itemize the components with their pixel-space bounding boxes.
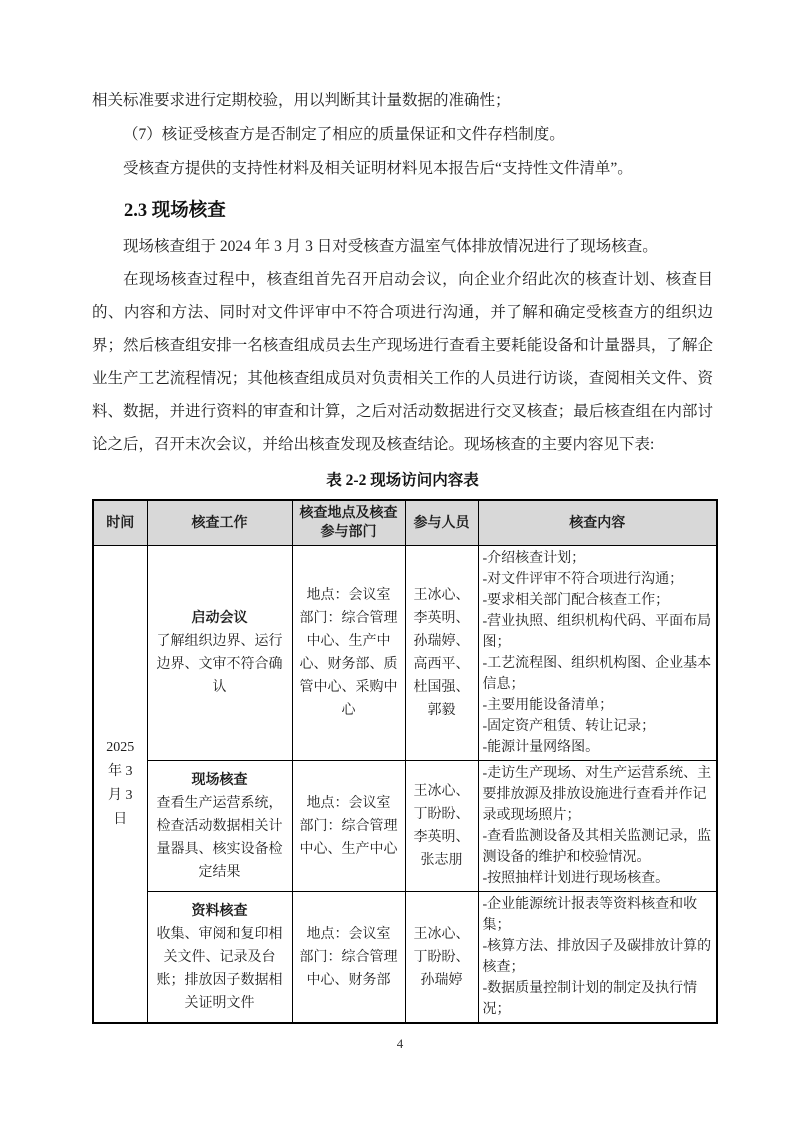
work-cell — [147, 546, 292, 761]
paragraph-item-7: （7）核证受核查方是否制定了相应的质量保证和文件存档制度。 — [123, 126, 565, 143]
participants-cell: 王冰心、丁盼盼、李英明、张志朋 — [405, 761, 478, 892]
section-body — [92, 230, 713, 461]
header-location: 核查地点及核查参与部门 — [292, 500, 405, 546]
content-item: -核算方法、排放因子及碳排放计算的核查； — [482, 939, 712, 975]
participants-cell: 王冰心、丁盼盼、孙瑞婷 — [405, 892, 478, 1024]
content-item: -对文件评审不符合项进行沟通； — [482, 572, 684, 587]
content-item: -主要用能设备清单； — [482, 698, 614, 713]
header-time: 时间 — [93, 500, 147, 546]
location: 地点：会议室 — [306, 588, 391, 603]
paragraph-supporting-docs: 受核查方提供的支持性材料及相关证明材料见本报告后“支持性文件清单”。 — [123, 160, 633, 177]
content-item: -查看监测设备及其相关监测记录，监测设备的维护和校验情况。 — [482, 829, 712, 865]
content-cell — [478, 761, 717, 892]
departments: 部门：综合管理中心、生产中心 — [299, 818, 398, 857]
header-participants: 参与人员 — [405, 500, 478, 546]
page-number: 4 — [396, 1036, 404, 1051]
content-item: -营业执照、组织机构代码、平面布局图； — [482, 614, 712, 650]
content-cell — [478, 892, 717, 1024]
location: 地点：会议室 — [306, 795, 391, 811]
work-title: 现场核查 — [191, 772, 248, 788]
content-item: -要求相关部门配合核查工作； — [482, 593, 670, 608]
content-cell — [478, 546, 717, 761]
table-row — [93, 761, 717, 892]
content-item: -能源计量网络图。 — [482, 740, 600, 755]
content-item: -固定资产租赁、转让记录； — [482, 719, 656, 734]
work-cell — [147, 892, 292, 1024]
document-content — [92, 84, 713, 1024]
paragraph-continuation: 相关标准要求进行定期校验，用以判断其计量数据的准确性； — [92, 92, 511, 109]
content-item: -企业能源统计报表等资料核查和收集； — [482, 897, 698, 933]
time-cell — [93, 546, 147, 1024]
time-line: 日 — [113, 812, 128, 827]
location-cell — [292, 546, 405, 761]
content-item: -介绍核查计划； — [482, 551, 586, 566]
content-item: -工艺流程图、组织机构图、企业基本信息； — [482, 656, 712, 692]
paragraph-site-visit-process: 在现场核查过程中，核查组首先召开启动会议，向企业介绍此次的核查计划、核查目的、内容和方法、同时对文件评审中不符合项进行沟通，并了解和确定受核查方的组织边界；然后核查组安排一名核查组成员去生产现场进行查看主要耗能设备和计量器具，了解企业生产工艺流程情况；其他核查组成员对负责相关工作的人员进行访谈，查阅相关文件、资料、数据，并进行资料的审查和计算，之后对活动数据进行交叉核查；最后核查组在内部讨论之后，召开末次会议，并给出核查发现及核查结论。现场核查的主要内容见下表: — [92, 271, 713, 453]
departments: 部门：综合管理中心、财务部 — [299, 949, 398, 988]
time-line: 2025 — [106, 740, 135, 755]
participants-cell: 王冰心、李英明、孙瑞婷、高西平、杜国强、郭毅 — [405, 546, 478, 761]
time-line: 月 3 — [108, 788, 133, 803]
location-cell — [292, 892, 405, 1024]
location: 地点：会议室 — [306, 926, 391, 942]
paragraph-site-visit-date: 现场核查组于 2024 年 3 月 3 日对受核查方温室气体排放情况进行了现场核查。 — [123, 238, 658, 255]
departments: 部门：综合管理中心、生产中心、财务部、质管中心、采购中心 — [299, 611, 398, 718]
work-desc: 查看生产运营系统，检查活动数据相关计量器具、核实设备检定结果 — [156, 795, 283, 880]
header-content: 核查内容 — [478, 500, 717, 546]
content-item: -数据质量控制计划的制定及执行情况； — [482, 981, 698, 1017]
table-header-row — [93, 500, 717, 546]
table-row — [93, 892, 717, 1024]
time-line: 年 3 — [108, 764, 133, 779]
location-cell — [292, 761, 405, 892]
section-heading: 2.3 现场核查 — [124, 201, 226, 221]
work-desc: 了解组织边界、运行边界、文审不符合确认 — [156, 634, 283, 695]
table-row — [93, 546, 717, 761]
work-cell — [147, 761, 292, 892]
intro-paragraphs — [92, 84, 713, 186]
site-visit-table — [92, 499, 718, 1024]
table-caption: 表 2-2 现场访问内容表 — [326, 472, 479, 489]
work-title: 资料核查 — [191, 903, 248, 919]
work-desc: 收集、审阅和复印相关文件、记录及台账；排放因子数据相关证明文件 — [156, 926, 283, 1011]
content-item: -走访生产现场、对生产运营系统、主要排放源及排放设施进行查看并作记录或现场照片； — [482, 766, 712, 823]
header-work: 核查工作 — [147, 500, 292, 546]
work-title: 启动会议 — [191, 611, 248, 626]
content-item: -按照抽样计划进行现场核查。 — [482, 871, 670, 886]
